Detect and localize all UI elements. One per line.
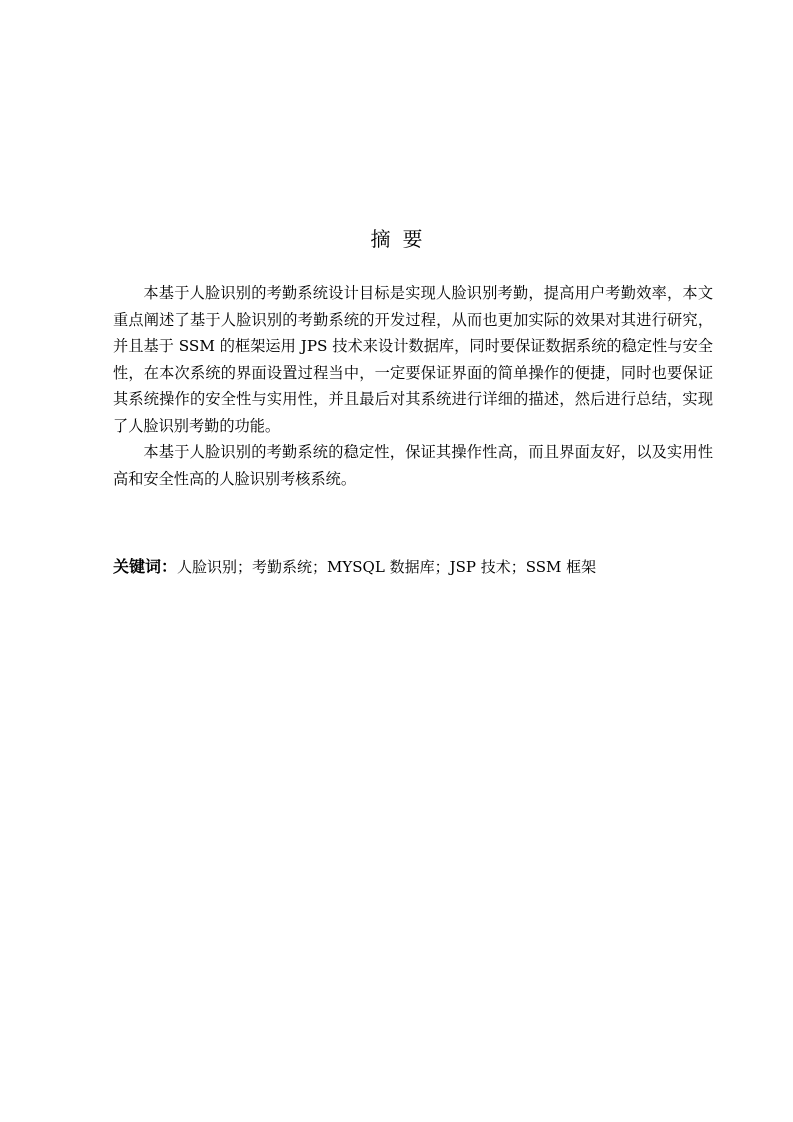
keywords-text: 人脸识别；考勤系统；MYSQL 数据库；JSP 技术；SSM 框架 (177, 558, 597, 576)
keywords-line (113, 553, 713, 581)
abstract-title: 摘要 (370, 227, 435, 251)
abstract-paragraph-1: 本基于人脸识别的考勤系统设计目标是实现人脸识别考勤，提高用户考勤效率，本文重点阐述了基于人脸识别的考勤系统的开发过程，从而也更加实际的效果对其进行研究，并且基于 SSM 的框架运用 JPS 技术来设计数据库，同时要保证数据系统的稳定性与安全性，在本次系统的界面设置过程当中，一定要保证界面的简单操作的便捷，同时也要保证其系统操作的安全性与实用性，并且最后对其系统进行详细的描述，然后进行总结，实现了人脸识别考勤的功能。 (113, 284, 713, 435)
keywords-label: 关键词： (113, 557, 178, 576)
abstract-body (113, 280, 713, 492)
abstract-paragraph-2: 本基于人脸识别的考勤系统的稳定性，保证其操作性高，而且界面友好，以及实用性高和安全性高的人脸识别考核系统。 (113, 443, 713, 488)
